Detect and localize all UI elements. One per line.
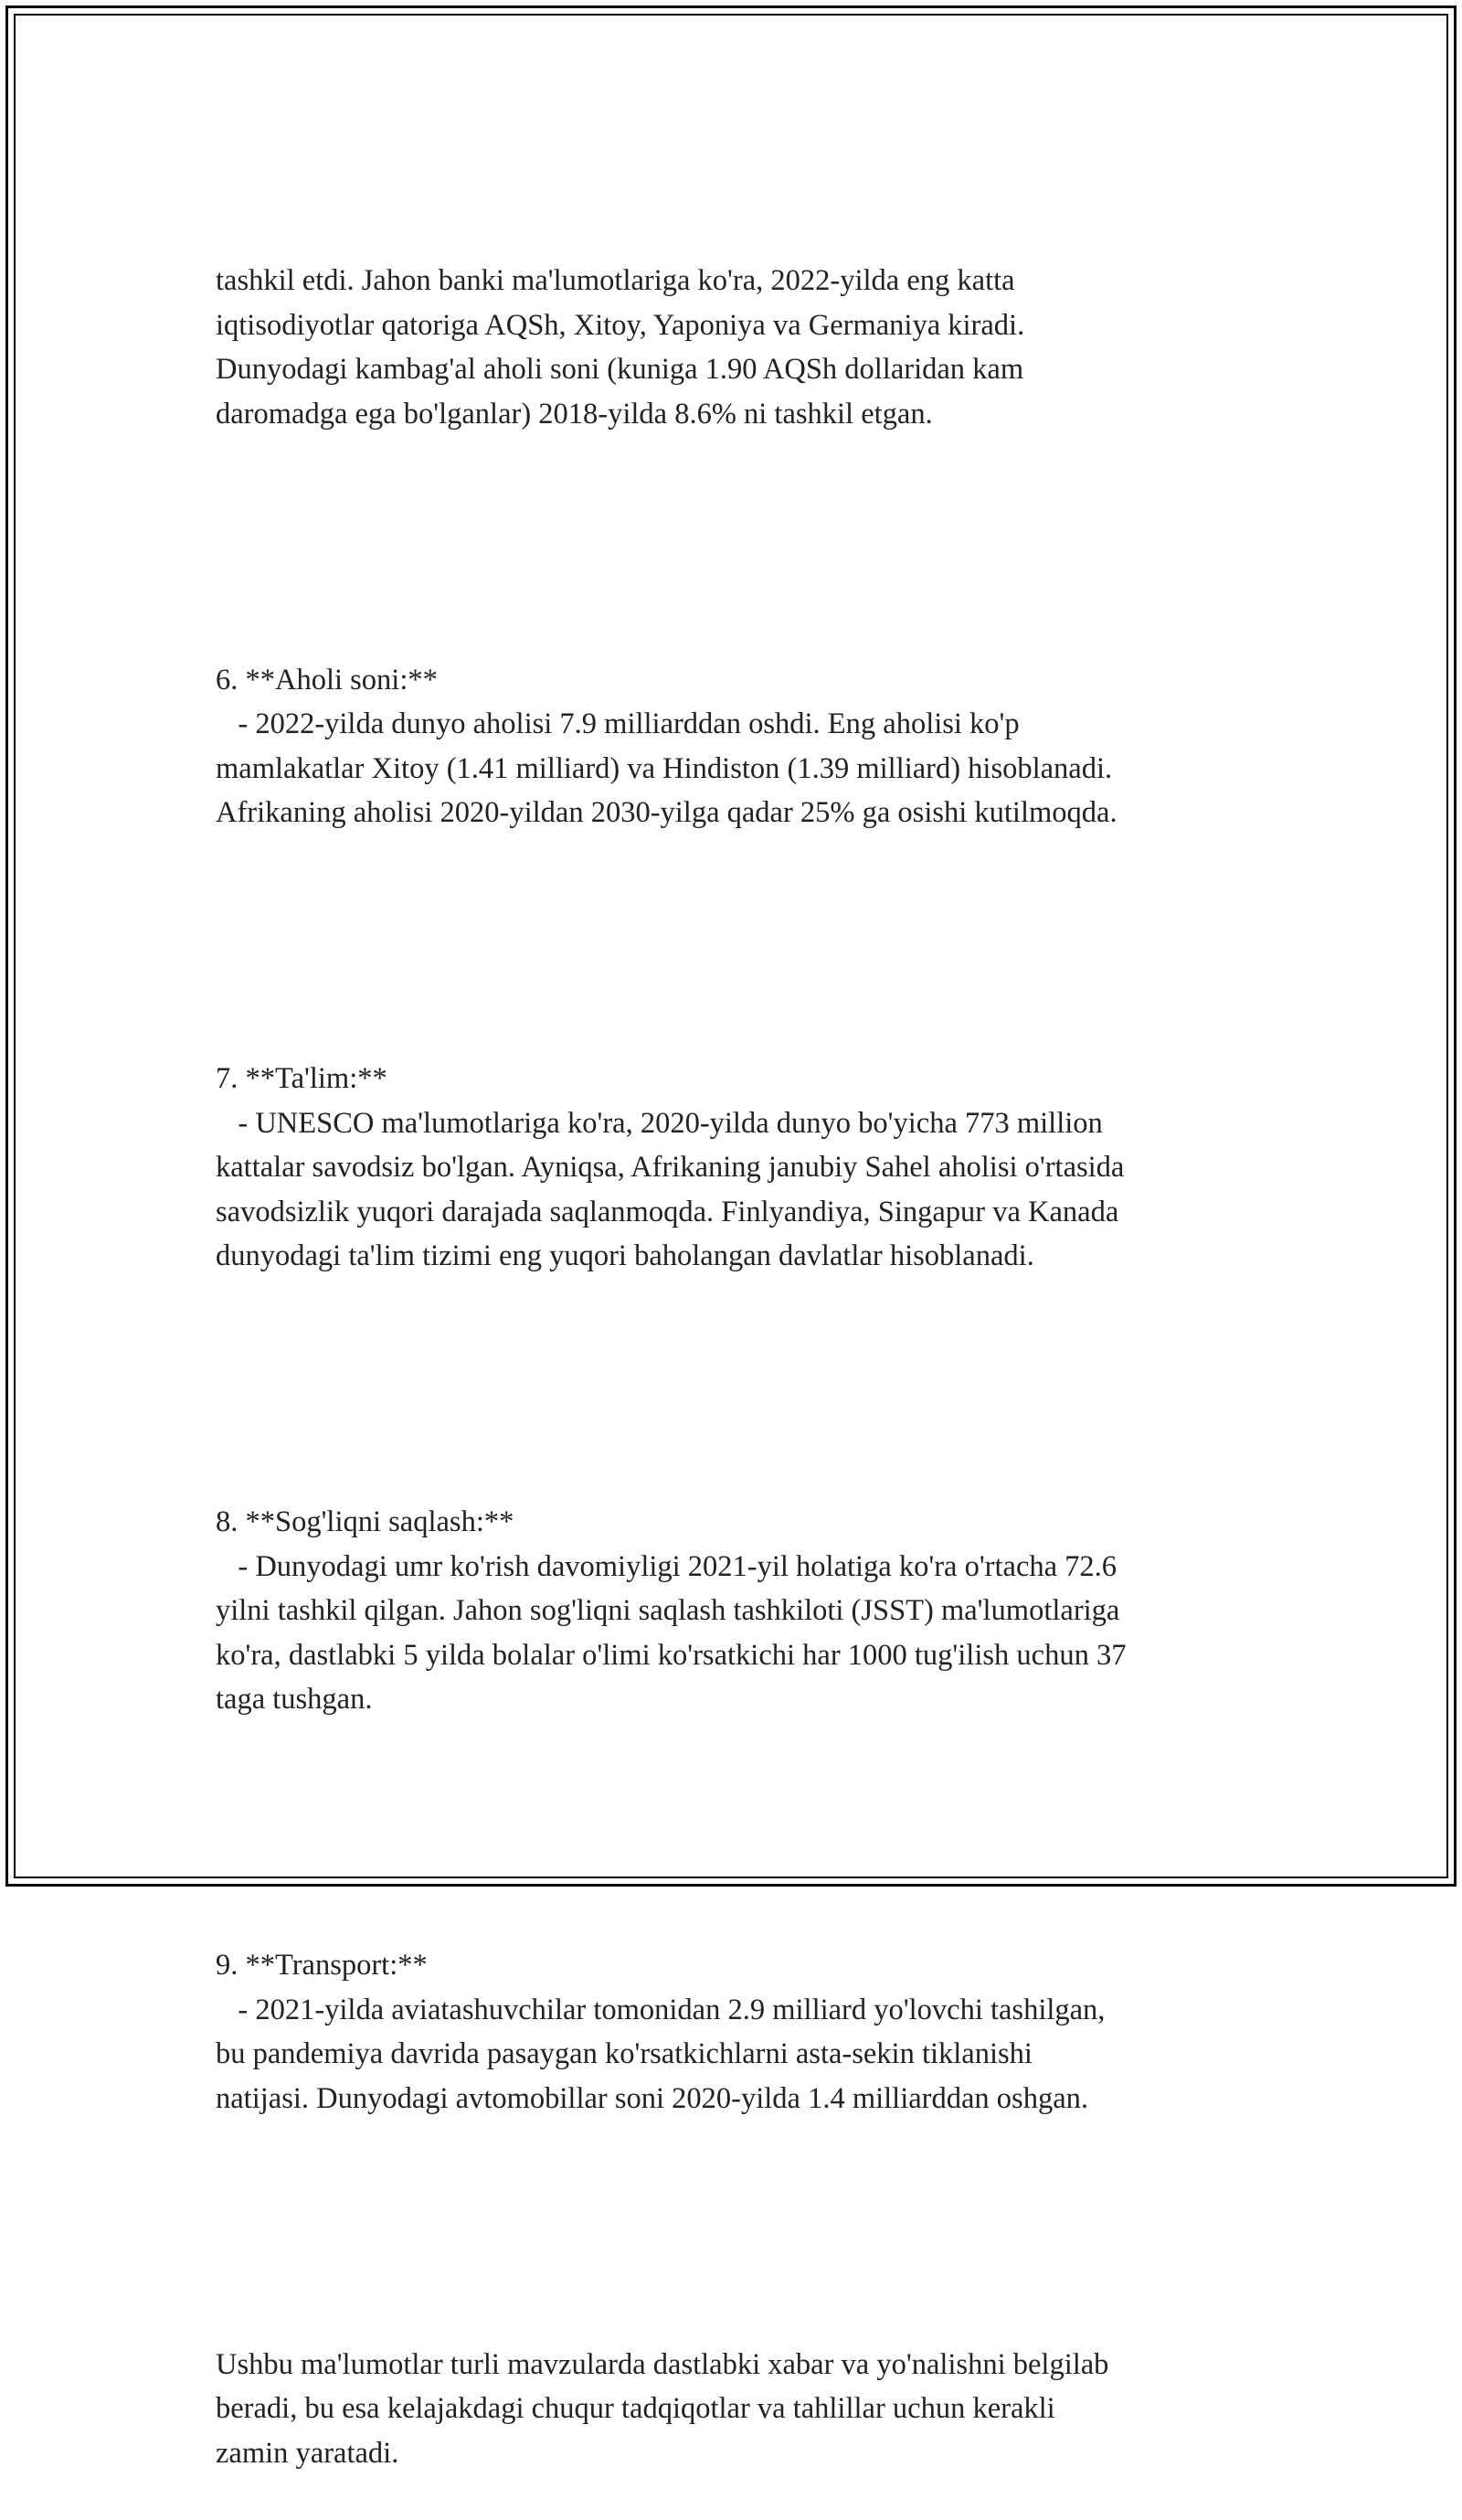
- paragraph-education: 7. **Ta'lim:** - UNESCO ma'lumotlariga ko'ra, 2020-yilda dunyo bo'yicha 773 million kattalar savodsiz bo'lgan. Ayniqsa, Afrikaning janubiy Sahel aholisi o'rtasida savodsizlik yuqori darajada saqlanmoqda. Finlyandiya, Singapur va Kanada dunyodagi ta'lim tizimi eng yuqori baholangan davlatlar hisoblanadi.: [216, 1062, 1125, 1272]
- paragraph-spacer: [216, 1811, 1276, 1855]
- paragraph-economy-continued: tashkil etdi. Jahon banki ma'lumotlariga ko'ra, 2022-yilda eng katta iqtisodiyotlar qatoriga AQSh, Xitoy, Yaponiya va Germaniya kiradi. Dunyodagi kambag'al aholi soni (kuniga 1.90 AQSh dollaridan kam daromadga ega bo'lganlar) 2018-yilda 8.6% ni tashkil etgan.: [216, 264, 1025, 431]
- paragraph-population: 6. **Aholi soni:** - 2022-yilda dunyo aholisi 7.9 milliarddan oshdi. Eng aholisi ko'p mamlakatlar Xitoy (1.41 milliard) va Hindiston (1.39 milliard) hisoblanadi. Afrikaning aholisi 2020-yildan 2030-yilga qadar 25% ga osishi kutilmoqda.: [216, 663, 1118, 829]
- paragraph-spacer: [216, 525, 1276, 569]
- paragraph-spacer: [216, 1367, 1276, 1412]
- paragraph-conclusion: Ushbu ma'lumotlar turli mavzularda dastlabki xabar va yo'nalishni belgilab beradi, bu esa kelajakdagi chuqur tadqiqotlar va tahlillar uchun kerakli zamin yaratadi.: [216, 2347, 1109, 2470]
- paragraph-spacer: [216, 924, 1276, 969]
- document-body: [216, 170, 1276, 2520]
- paragraph-healthcare: 8. **Sog'liqni saqlash:** - Dunyodagi umr ko'rish davomiyligi 2021-yil holatiga ko'ra o'rtacha 72.6 yilni tashkil qilgan. Jahon sog'liqni saqlash tashkiloti (JSST) ma'lumotlariga ko'ra, dastlabki 5 yilda bolalar o'limi ko'rsatkichi har 1000 tug'ilish uchun 37 taga tushgan.: [216, 1505, 1127, 1716]
- paragraph-spacer: [216, 2209, 1276, 2254]
- paragraph-transport: 9. **Transport:** - 2021-yilda aviatashuvchilar tomonidan 2.9 milliard yo'lovchi tashilgan, bu pandemiya davrida pasaygan ko'rsatkichlarni asta-sekin tiklanishi natijasi. Dunyodagi avtomobillar soni 2020-yilda 1.4 milliarddan oshgan.: [216, 1949, 1106, 2115]
